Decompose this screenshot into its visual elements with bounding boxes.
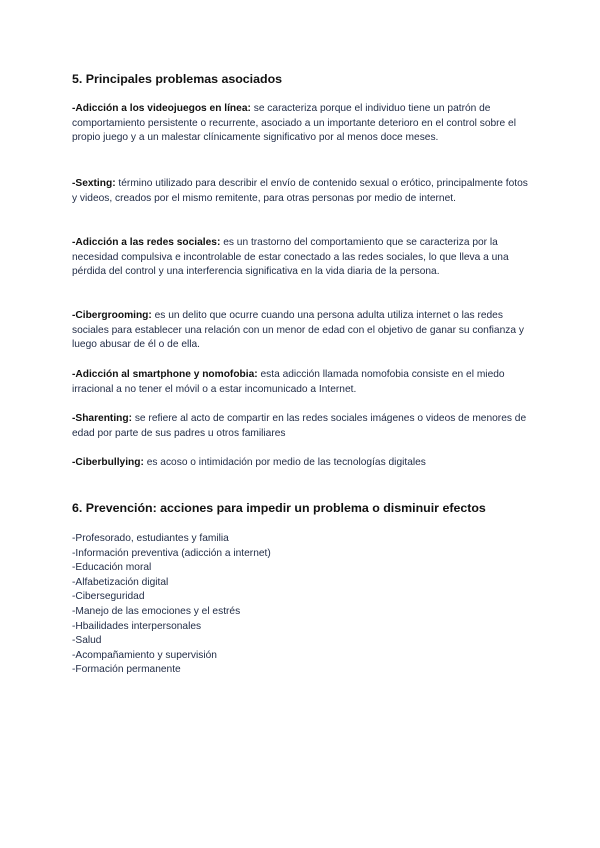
prevention-item: -Manejo de las emociones y el estrés [72,605,241,617]
section-5-heading: 5. Principales problemas asociados [72,72,283,86]
problem-description: término utilizado para describir el envío de contenido sexual o erótico, principalmente fotos y videos, creados por el mismo remitente, para otras personas por medio de internet. [72,178,528,204]
problem-description: es un trastorno del comportamiento que se caracteriza por la necesidad compulsiva e incontrolable de estar conectado a las redes sociales, lo que lleva a una pérdida del control y una interferencia significativa en la vida diaria de la persona. [72,237,509,278]
problem-item-sharenting [72,412,532,441]
prevention-item: -Salud [72,635,102,647]
problem-term: -Sharenting: [72,413,132,424]
problem-term: -Adicción al smartphone y nomofobia: [72,369,258,380]
prevention-item: -Hbailidades interpersonales [72,620,202,632]
problem-description: esta adicción llamada nomofobia consiste en el miedo irracional a no tener el móvil o a estar incomunicado a Internet. [72,369,505,395]
prevention-list [72,532,271,678]
problem-item-ciberbullying [72,456,532,471]
problem-term: -Adicción a los videojuegos en línea: [72,103,251,114]
section-6-heading: 6. Prevención: acciones para impedir un problema o disminuir efectos [72,501,486,515]
problem-item-redes-sociales [72,236,532,280]
prevention-item: -Alfabetización digital [72,576,169,588]
problem-description: es un delito que ocurre cuando una persona adulta utiliza internet o las redes sociales para establecer una relación con un menor de edad con el objetivo de ganar su confianza y luego abusar de él o de ella. [72,310,524,351]
prevention-item: -Educación moral [72,562,152,574]
prevention-item: -Profesorado, estudiantes y familia [72,533,229,544]
problem-description: se caracteriza porque el individuo tiene un patrón de comportamiento persistente o recurrente, asociado a un importante deterioro en el control sobre el propio juego y a un malestar clínicamente significativo por al menos doce meses. [72,103,516,144]
prevention-item: -Formación permanente [72,664,181,676]
problem-item-cibergrooming [72,309,532,353]
problem-term: -Ciberbullying: [72,457,144,468]
problem-term: -Adicción a las redes sociales: [72,237,221,248]
problem-description: es acoso o intimidación por medio de las tecnologías digitales [143,457,426,468]
problem-description: se refiere al acto de compartir en las redes sociales imágenes o videos de menores de edad por parte de sus padres u otros familiares [72,413,527,439]
prevention-item: -Ciberseguridad [72,591,145,603]
prevention-item: -Acompañamiento y supervisión [72,649,217,661]
problem-term: -Sexting: [72,178,116,189]
prevention-item: -Información preventiva (adicción a internet) [72,547,271,559]
problem-item-videojuegos [72,102,532,146]
problem-term: -Cibergrooming: [72,310,152,321]
problem-item-sexting [72,177,532,206]
problem-item-nomofobia [72,368,532,397]
